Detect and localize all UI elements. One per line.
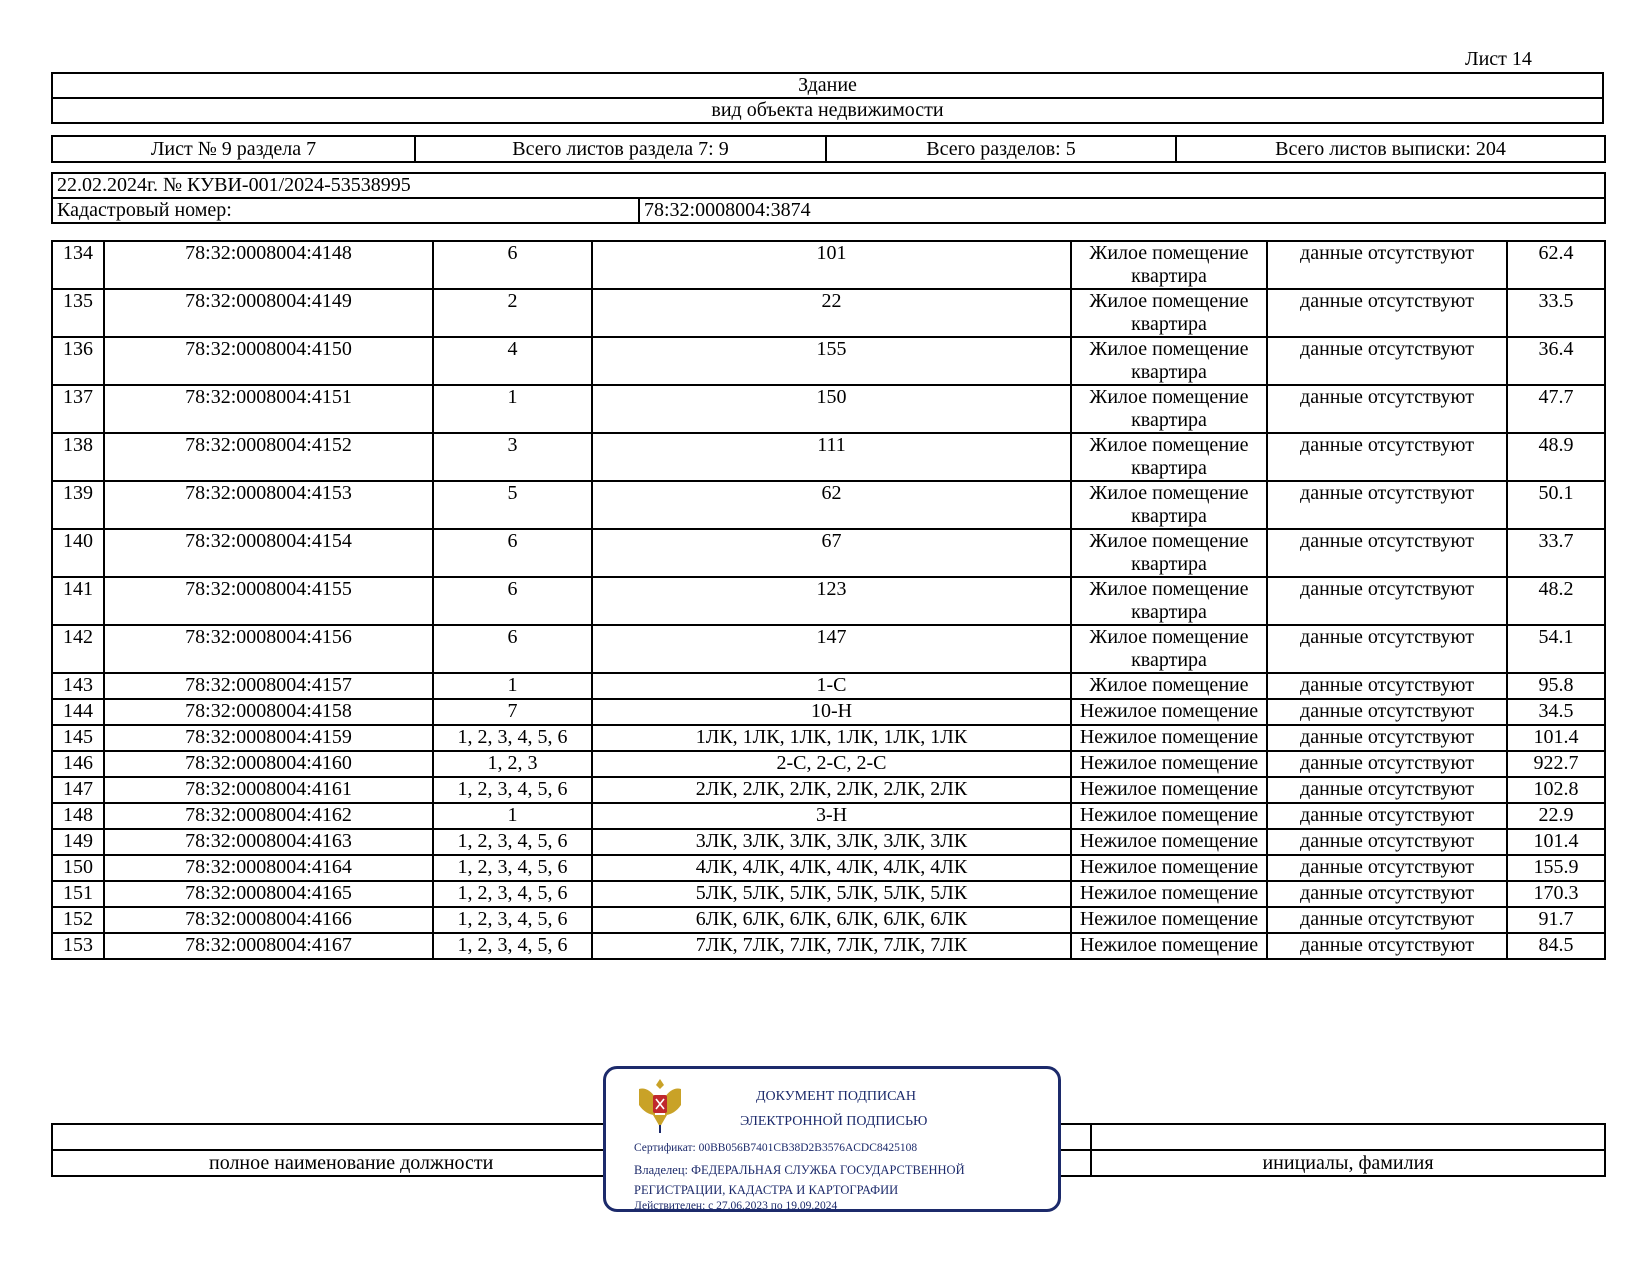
cell-data-status: данные отсутствуют xyxy=(1267,481,1507,529)
cell-data-status: данные отсутствуют xyxy=(1267,289,1507,337)
cell-category xyxy=(1071,777,1267,803)
cell-area: 101.4 xyxy=(1507,829,1605,855)
category-label: Жилое помещение xyxy=(1089,242,1249,264)
category-subtype: квартира xyxy=(1131,553,1207,575)
cell-floor: 1 xyxy=(433,673,592,699)
cell-row-number: 142 xyxy=(52,625,104,673)
table-row xyxy=(52,625,1605,673)
cell-cadastral-number: 78:32:0008004:4167 xyxy=(104,933,433,959)
cell-area: 84.5 xyxy=(1507,933,1605,959)
cell-area: 95.8 xyxy=(1507,673,1605,699)
cell-cadastral-number: 78:32:0008004:4155 xyxy=(104,577,433,625)
cell-area: 48.2 xyxy=(1507,577,1605,625)
stamp-title-line2: ЭЛЕКТРОННОЙ ПОДПИСЬЮ xyxy=(740,1114,928,1129)
cell-category xyxy=(1071,529,1267,577)
total-sheets-extract: Всего листов выписки: 204 xyxy=(1176,136,1605,162)
cell-category xyxy=(1071,933,1267,959)
object-header xyxy=(51,72,1604,124)
category-label: Нежилое помещение xyxy=(1079,700,1259,722)
table-row xyxy=(52,577,1605,625)
table-row xyxy=(52,337,1605,385)
cadastral-value: 78:32:0008004:3874 xyxy=(639,198,1605,223)
cell-cadastral-number: 78:32:0008004:4161 xyxy=(104,777,433,803)
category-subtype: квартира xyxy=(1131,649,1207,671)
table-row xyxy=(52,751,1605,777)
cell-premises-number: 111 xyxy=(592,433,1071,481)
cell-data-status: данные отсутствуют xyxy=(1267,829,1507,855)
cell-category xyxy=(1071,577,1267,625)
cell-premises-number: 2-С, 2-С, 2-С xyxy=(592,751,1071,777)
cell-premises-number: 1ЛК, 1ЛК, 1ЛК, 1ЛК, 1ЛК, 1ЛК xyxy=(592,725,1071,751)
cell-cadastral-number: 78:32:0008004:4157 xyxy=(104,673,433,699)
cell-category xyxy=(1071,481,1267,529)
table-row xyxy=(52,481,1605,529)
cell-floor: 1, 2, 3, 4, 5, 6 xyxy=(433,881,592,907)
cell-data-status: данные отсутствуют xyxy=(1267,577,1507,625)
document-info xyxy=(51,172,1606,224)
total-sheets-section: Всего листов раздела 7: 9 xyxy=(415,136,826,162)
cell-category xyxy=(1071,289,1267,337)
cell-floor: 2 xyxy=(433,289,592,337)
cell-floor: 6 xyxy=(433,241,592,289)
cell-cadastral-number: 78:32:0008004:4162 xyxy=(104,803,433,829)
cell-data-status: данные отсутствуют xyxy=(1267,751,1507,777)
table-row xyxy=(52,881,1605,907)
cell-category xyxy=(1071,673,1267,699)
cell-data-status: данные отсутствуют xyxy=(1267,881,1507,907)
cell-area: 33.5 xyxy=(1507,289,1605,337)
cell-data-status: данные отсутствуют xyxy=(1267,529,1507,577)
cell-category xyxy=(1071,829,1267,855)
cell-floor: 7 xyxy=(433,699,592,725)
category-label: Нежилое помещение xyxy=(1079,778,1259,800)
premises-table-body xyxy=(52,241,1605,959)
category-label: Жилое помещение xyxy=(1089,290,1249,312)
cell-floor: 5 xyxy=(433,481,592,529)
cell-cadastral-number: 78:32:0008004:4151 xyxy=(104,385,433,433)
cell-cadastral-number: 78:32:0008004:4160 xyxy=(104,751,433,777)
cell-premises-number: 10-Н xyxy=(592,699,1071,725)
cell-area: 54.1 xyxy=(1507,625,1605,673)
cell-premises-number: 123 xyxy=(592,577,1071,625)
cell-data-status: данные отсутствуют xyxy=(1267,385,1507,433)
cell-data-status: данные отсутствуют xyxy=(1267,625,1507,673)
cell-premises-number: 150 xyxy=(592,385,1071,433)
table-row xyxy=(52,673,1605,699)
object-type: Здание xyxy=(52,73,1603,98)
category-label: Жилое помещение xyxy=(1089,530,1249,552)
stamp-owner-line2: РЕГИСТРАЦИИ, КАДАСТРА И КАРТОГРАФИИ xyxy=(634,1183,899,1197)
cell-row-number: 146 xyxy=(52,751,104,777)
category-label: Нежилое помещение xyxy=(1079,934,1259,956)
cell-cadastral-number: 78:32:0008004:4159 xyxy=(104,725,433,751)
category-label: Жилое помещение xyxy=(1089,482,1249,504)
cell-category xyxy=(1071,907,1267,933)
cell-cadastral-number: 78:32:0008004:4164 xyxy=(104,855,433,881)
table-row xyxy=(52,699,1605,725)
category-label: Нежилое помещение xyxy=(1079,752,1259,774)
table-row xyxy=(52,529,1605,577)
cell-data-status: данные отсутствуют xyxy=(1267,907,1507,933)
cell-area: 155.9 xyxy=(1507,855,1605,881)
cell-premises-number: 3ЛК, 3ЛК, 3ЛК, 3ЛК, 3ЛК, 3ЛК xyxy=(592,829,1071,855)
position-caption: полное наименование должности xyxy=(52,1150,1091,1176)
cell-data-status: данные отсутствуют xyxy=(1267,803,1507,829)
cell-premises-number: 5ЛК, 5ЛК, 5ЛК, 5ЛК, 5ЛК, 5ЛК xyxy=(592,881,1071,907)
cell-category xyxy=(1071,881,1267,907)
table-row xyxy=(52,907,1605,933)
cell-category xyxy=(1071,337,1267,385)
cadastral-label: Кадастровый номер: xyxy=(52,198,639,223)
table-row xyxy=(52,803,1605,829)
cell-floor: 1, 2, 3, 4, 5, 6 xyxy=(433,933,592,959)
cell-area: 102.8 xyxy=(1507,777,1605,803)
cell-floor: 1 xyxy=(433,385,592,433)
cell-cadastral-number: 78:32:0008004:4150 xyxy=(104,337,433,385)
object-type-caption: вид объекта недвижимости xyxy=(52,98,1603,123)
cell-row-number: 144 xyxy=(52,699,104,725)
cell-floor: 1, 2, 3 xyxy=(433,751,592,777)
category-subtype: квартира xyxy=(1131,505,1207,527)
cell-cadastral-number: 78:32:0008004:4149 xyxy=(104,289,433,337)
cell-premises-number: 67 xyxy=(592,529,1071,577)
table-row xyxy=(52,777,1605,803)
cell-floor: 1, 2, 3, 4, 5, 6 xyxy=(433,777,592,803)
cell-category xyxy=(1071,699,1267,725)
table-row xyxy=(52,289,1605,337)
category-subtype: квартира xyxy=(1131,265,1207,287)
cell-premises-number: 7ЛК, 7ЛК, 7ЛК, 7ЛК, 7ЛК, 7ЛК xyxy=(592,933,1071,959)
coat-of-arms-icon xyxy=(633,1075,687,1133)
cell-data-status: данные отсутствуют xyxy=(1267,673,1507,699)
category-label: Жилое помещение xyxy=(1089,578,1249,600)
category-label: Жилое помещение xyxy=(1089,434,1249,456)
cell-area: 48.9 xyxy=(1507,433,1605,481)
cell-floor: 6 xyxy=(433,577,592,625)
category-subtype: квартира xyxy=(1131,601,1207,623)
cell-premises-number: 6ЛК, 6ЛК, 6ЛК, 6ЛК, 6ЛК, 6ЛК xyxy=(592,907,1071,933)
table-row xyxy=(52,241,1605,289)
name-field xyxy=(1091,1124,1605,1150)
cell-category xyxy=(1071,385,1267,433)
category-label: Нежилое помещение xyxy=(1079,908,1259,930)
cell-cadastral-number: 78:32:0008004:4153 xyxy=(104,481,433,529)
cell-cadastral-number: 78:32:0008004:4156 xyxy=(104,625,433,673)
stamp-title-line1: ДОКУМЕНТ ПОДПИСАН xyxy=(756,1089,916,1104)
cell-category xyxy=(1071,803,1267,829)
cell-cadastral-number: 78:32:0008004:4166 xyxy=(104,907,433,933)
cell-area: 62.4 xyxy=(1507,241,1605,289)
cell-data-status: данные отсутствуют xyxy=(1267,855,1507,881)
table-row xyxy=(52,829,1605,855)
cell-category xyxy=(1071,625,1267,673)
cell-area: 36.4 xyxy=(1507,337,1605,385)
cell-area: 170.3 xyxy=(1507,881,1605,907)
cell-row-number: 139 xyxy=(52,481,104,529)
cell-cadastral-number: 78:32:0008004:4158 xyxy=(104,699,433,725)
category-label: Нежилое помещение xyxy=(1079,830,1259,852)
cell-row-number: 151 xyxy=(52,881,104,907)
cell-floor: 6 xyxy=(433,625,592,673)
cell-data-status: данные отсутствуют xyxy=(1267,241,1507,289)
cell-area: 101.4 xyxy=(1507,725,1605,751)
cell-category xyxy=(1071,433,1267,481)
cell-category xyxy=(1071,751,1267,777)
cell-row-number: 141 xyxy=(52,577,104,625)
cell-row-number: 136 xyxy=(52,337,104,385)
cell-row-number: 138 xyxy=(52,433,104,481)
cell-row-number: 143 xyxy=(52,673,104,699)
stamp-owner-line1: Владелец: ФЕДЕРАЛЬНАЯ СЛУЖБА ГОСУДАРСТВЕННОЙ xyxy=(634,1163,965,1177)
cell-cadastral-number: 78:32:0008004:4152 xyxy=(104,433,433,481)
category-subtype: квартира xyxy=(1131,313,1207,335)
cell-premises-number: 3-Н xyxy=(592,803,1071,829)
cell-row-number: 135 xyxy=(52,289,104,337)
cell-cadastral-number: 78:32:0008004:4165 xyxy=(104,881,433,907)
cell-floor: 1, 2, 3, 4, 5, 6 xyxy=(433,725,592,751)
cell-premises-number: 147 xyxy=(592,625,1071,673)
category-label: Жилое помещение xyxy=(1089,386,1249,408)
category-subtype: квартира xyxy=(1131,361,1207,383)
cell-data-status: данные отсутствуют xyxy=(1267,337,1507,385)
cell-row-number: 137 xyxy=(52,385,104,433)
cell-data-status: данные отсутствуют xyxy=(1267,777,1507,803)
cell-premises-number: 2ЛК, 2ЛК, 2ЛК, 2ЛК, 2ЛК, 2ЛК xyxy=(592,777,1071,803)
cell-premises-number: 62 xyxy=(592,481,1071,529)
cell-premises-number: 101 xyxy=(592,241,1071,289)
stamp-certificate: Сертификат: 00BB056B7401CB38D2B3576ACDC8425108 xyxy=(634,1142,918,1154)
name-caption: инициалы, фамилия xyxy=(1091,1150,1605,1176)
cell-category xyxy=(1071,725,1267,751)
cell-floor: 1, 2, 3, 4, 5, 6 xyxy=(433,855,592,881)
stamp-valid: Действителен: с 27.06.2023 по 19.09.2024 xyxy=(634,1200,838,1212)
sheet-info xyxy=(51,135,1606,163)
cell-category xyxy=(1071,241,1267,289)
document-date-number: 22.02.2024г. № КУВИ-001/2024-53538995 xyxy=(52,173,1605,198)
table-row xyxy=(52,725,1605,751)
category-label: Жилое помещение xyxy=(1089,626,1249,648)
cell-area: 34.5 xyxy=(1507,699,1605,725)
sheet-number: Лист 14 xyxy=(1465,48,1532,70)
cell-floor: 1, 2, 3, 4, 5, 6 xyxy=(433,829,592,855)
cell-premises-number: 1-С xyxy=(592,673,1071,699)
category-label: Жилое помещение xyxy=(1089,674,1249,696)
cell-row-number: 140 xyxy=(52,529,104,577)
category-subtype: квартира xyxy=(1131,457,1207,479)
cell-data-status: данные отсутствуют xyxy=(1267,699,1507,725)
premises-table xyxy=(51,240,1606,960)
cell-floor: 1 xyxy=(433,803,592,829)
table-row xyxy=(52,855,1605,881)
cell-floor: 3 xyxy=(433,433,592,481)
cell-area: 922.7 xyxy=(1507,751,1605,777)
cell-row-number: 152 xyxy=(52,907,104,933)
cell-premises-number: 155 xyxy=(592,337,1071,385)
category-label: Нежилое помещение xyxy=(1079,882,1259,904)
cell-cadastral-number: 78:32:0008004:4163 xyxy=(104,829,433,855)
cell-row-number: 149 xyxy=(52,829,104,855)
cell-row-number: 145 xyxy=(52,725,104,751)
table-row xyxy=(52,385,1605,433)
cell-row-number: 148 xyxy=(52,803,104,829)
cell-data-status: данные отсутствуют xyxy=(1267,725,1507,751)
cell-area: 91.7 xyxy=(1507,907,1605,933)
sheet-of-section: Лист № 9 раздела 7 xyxy=(52,136,415,162)
cell-floor: 4 xyxy=(433,337,592,385)
table-row xyxy=(52,433,1605,481)
cell-data-status: данные отсутствуют xyxy=(1267,933,1507,959)
cell-row-number: 150 xyxy=(52,855,104,881)
category-label: Нежилое помещение xyxy=(1079,804,1259,826)
cell-premises-number: 22 xyxy=(592,289,1071,337)
cell-area: 22.9 xyxy=(1507,803,1605,829)
total-sections: Всего разделов: 5 xyxy=(826,136,1176,162)
cell-area: 33.7 xyxy=(1507,529,1605,577)
category-label: Жилое помещение xyxy=(1089,338,1249,360)
cell-area: 50.1 xyxy=(1507,481,1605,529)
e-signature-stamp xyxy=(603,1066,1061,1212)
cell-cadastral-number: 78:32:0008004:4148 xyxy=(104,241,433,289)
cell-row-number: 153 xyxy=(52,933,104,959)
category-label: Нежилое помещение xyxy=(1079,726,1259,748)
cell-row-number: 134 xyxy=(52,241,104,289)
cell-floor: 1, 2, 3, 4, 5, 6 xyxy=(433,907,592,933)
cell-area: 47.7 xyxy=(1507,385,1605,433)
category-label: Нежилое помещение xyxy=(1079,856,1259,878)
cell-floor: 6 xyxy=(433,529,592,577)
cell-row-number: 147 xyxy=(52,777,104,803)
cell-premises-number: 4ЛК, 4ЛК, 4ЛК, 4ЛК, 4ЛК, 4ЛК xyxy=(592,855,1071,881)
cell-cadastral-number: 78:32:0008004:4154 xyxy=(104,529,433,577)
table-row xyxy=(52,933,1605,959)
cell-data-status: данные отсутствуют xyxy=(1267,433,1507,481)
cell-category xyxy=(1071,855,1267,881)
category-subtype: квартира xyxy=(1131,409,1207,431)
